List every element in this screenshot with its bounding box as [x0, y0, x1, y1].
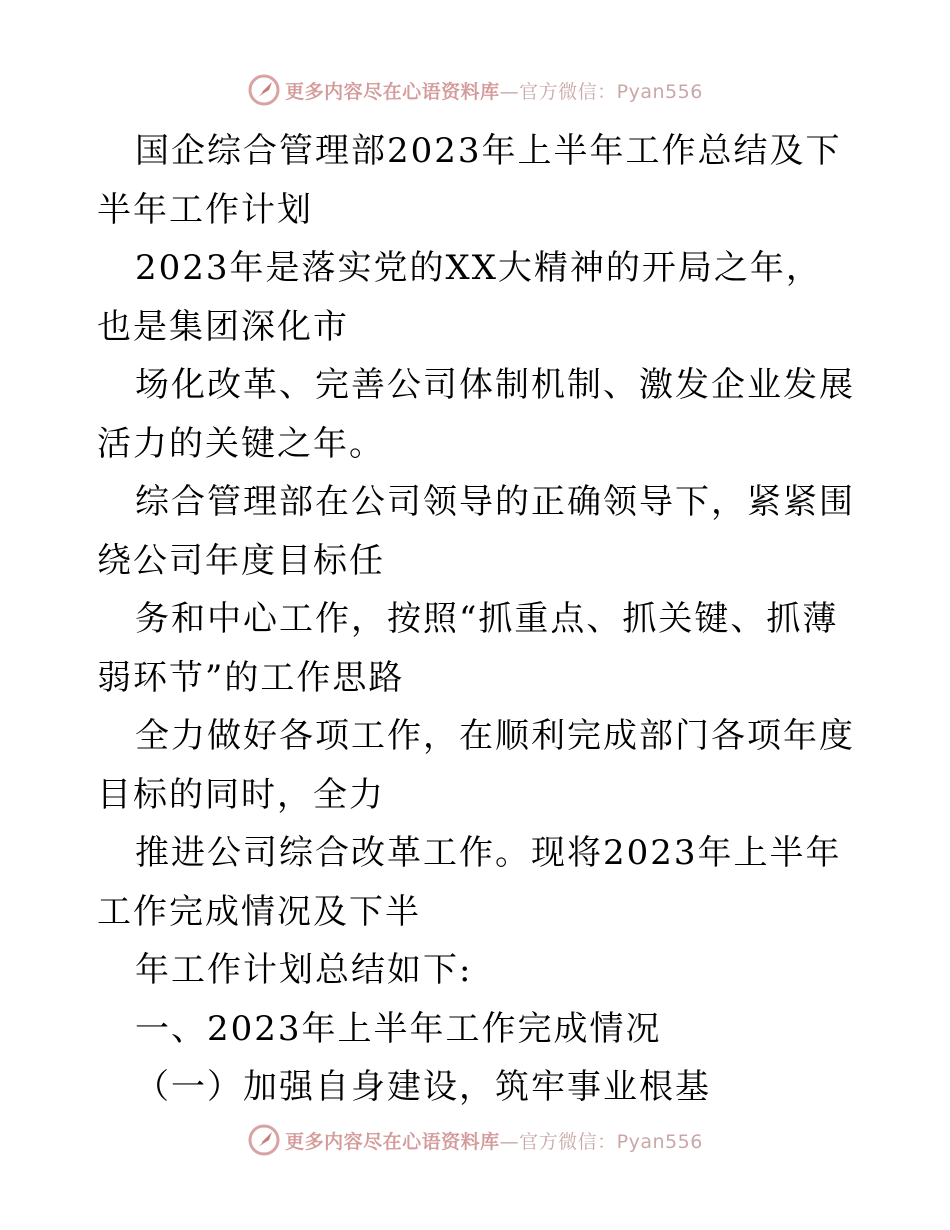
paragraph: 推进公司综合改革工作。现将2023年上半年工作完成情况及下半: [97, 833, 842, 932]
quill-pen-logo-icon: [247, 73, 281, 107]
document-body: [97, 122, 857, 1117]
paragraph: 场化改革、完善公司体制机制、激发企业发展活力的关键之年。: [97, 365, 855, 464]
watermark-text: 更多内容尽在心语资料库—官方微信：Pyan556: [285, 1130, 703, 1153]
section-heading: 一、2023年上半年工作完成情况: [135, 1008, 662, 1049]
paragraph: 全力做好各项工作，在顺利完成部门各项年度目标的同时，全力: [97, 716, 855, 815]
header-watermark: [0, 70, 950, 110]
quill-pen-logo-icon: [247, 1123, 281, 1157]
document-title: 国企综合管理部2023年上半年工作总结及下半年工作计划: [97, 131, 842, 230]
paragraph: 年工作计划总结如下:: [135, 950, 473, 990]
paragraph: 综合管理部在公司领导的正确领导下，紧紧围绕公司年度目标任: [97, 482, 855, 581]
footer-watermark: [0, 1120, 950, 1160]
watermark-text: 更多内容尽在心语资料库—官方微信：Pyan556: [285, 80, 703, 103]
subsection-heading: （一）加强自身建设，筑牢事业根基: [135, 1067, 711, 1107]
paragraph: 务和中心工作，按照“抓重点、抓关键、抓薄弱环节”的工作思路: [97, 599, 839, 698]
paragraph: 2023年是落实党的XX大精神的开局之年，也是集团深化市: [97, 248, 822, 347]
